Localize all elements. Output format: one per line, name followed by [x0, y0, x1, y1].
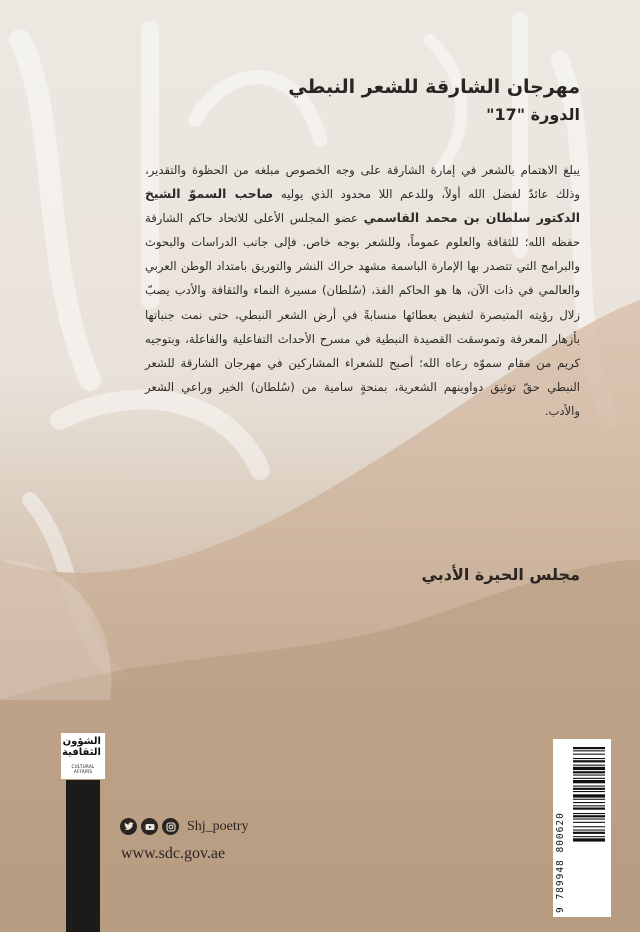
- barcode-bar: [573, 813, 605, 814]
- barcode-bar: [573, 802, 605, 803]
- social-links: [120, 818, 248, 835]
- barcode-bar: [573, 758, 605, 759]
- barcode-bar: [573, 794, 605, 797]
- barcode-bar: [573, 826, 605, 827]
- barcode-bar: [573, 836, 605, 837]
- barcode-bar: [573, 765, 605, 766]
- barcode-bar: [573, 786, 605, 787]
- title-block: [288, 72, 580, 128]
- isbn-number: 9 789948 800620: [555, 812, 566, 913]
- body-paragraph: [145, 158, 580, 423]
- festival-title: مهرجان الشارقة للشعر النبطي: [288, 76, 580, 98]
- barcode-bar: [573, 778, 605, 779]
- barcode-bar: [573, 830, 605, 831]
- ruler-name: صاحب السموّ الشيخ الدكتور سلطان بن محمد القاسمي: [145, 186, 580, 226]
- barcode-bar: [573, 819, 605, 820]
- barcode-bar: [573, 750, 605, 751]
- instagram-icon[interactable]: [162, 818, 179, 835]
- barcode-bar: [573, 767, 605, 770]
- edition-label: الدورة "17": [486, 105, 580, 124]
- barcode-bar: [573, 780, 605, 783]
- barcode-bar: [573, 791, 605, 792]
- barcode-bar: [573, 754, 605, 755]
- body-text-part2: عضو المجلس الأعلى للاتحاد حاكم الشارقة حفظه الله؛ للثقافة والعلوم عموماً، وللشعر بوجه خاص. فإلى جانب الدراسات والبحوث والبرامج التي تتصدر بها الإمارة الباسمة مشهد حراك النشر والتوريق بامتداد الوطن العربي والعالمي في ذات الآن، ها هو الحاكم الفذ، (سُلطان) مسيرة النماء والثقافة والأدب يصبّ زلال رؤيته المتبصرة لتفيض بعطائها منسابةً في أرض الشعر النبطي، حتى نمت جنباتها بأزهار المعرفة وتموسقت القصيدة النبطية في مسرح الأحداث التفاعلية والفاعلة، وبتوجيه كريم من مقام سموّه رعاه الله؛ أصبح للشعراء المشاركين في مهرجان الشارقة للشعر النبطي حقّ توثيق دواوينهم الشعرية، بمنحةٍ سامية من (سُلطان) الخير وراعي الشعر والأدب.: [145, 211, 580, 418]
- barcode-bar: [573, 805, 605, 806]
- barcode-bar: [573, 775, 605, 776]
- isbn-barcode: [553, 739, 611, 917]
- barcode-bar: [573, 822, 605, 823]
- logo-english-text: CULTURAL AFFAIRS: [71, 764, 95, 774]
- barcode-bar: [573, 838, 605, 841]
- logo-arabic-text: الشؤون الثقافية: [62, 736, 101, 758]
- barcode-bar: [573, 760, 605, 762]
- barcode-bar: [573, 832, 605, 834]
- barcode-bar: [573, 799, 605, 800]
- cultural-affairs-logo: [61, 733, 105, 779]
- spine-strip: [66, 780, 100, 932]
- social-handle[interactable]: Shj_poetry: [187, 818, 249, 834]
- barcode-bar: [573, 771, 605, 773]
- twitter-icon[interactable]: [120, 818, 137, 835]
- barcode-bar: [573, 747, 605, 749]
- website-link[interactable]: www.sdc.gov.ae: [121, 845, 226, 862]
- body-text-part1: يبلغ الاهتمام بالشعر في إمارة الشارقة على وجه الخصوص مبلغه من الحظوة والتقدير، وذلك عائدٌ لفضل الله أولاً، وللدعم اللا محدود الذي يوليه: [145, 163, 580, 202]
- barcode-bar: [573, 808, 605, 810]
- youtube-icon[interactable]: [141, 818, 158, 835]
- barcode-bar: [573, 788, 605, 790]
- signature: مجلس الحيرة الأدبي: [421, 565, 580, 584]
- barcode-bar: [573, 815, 605, 817]
